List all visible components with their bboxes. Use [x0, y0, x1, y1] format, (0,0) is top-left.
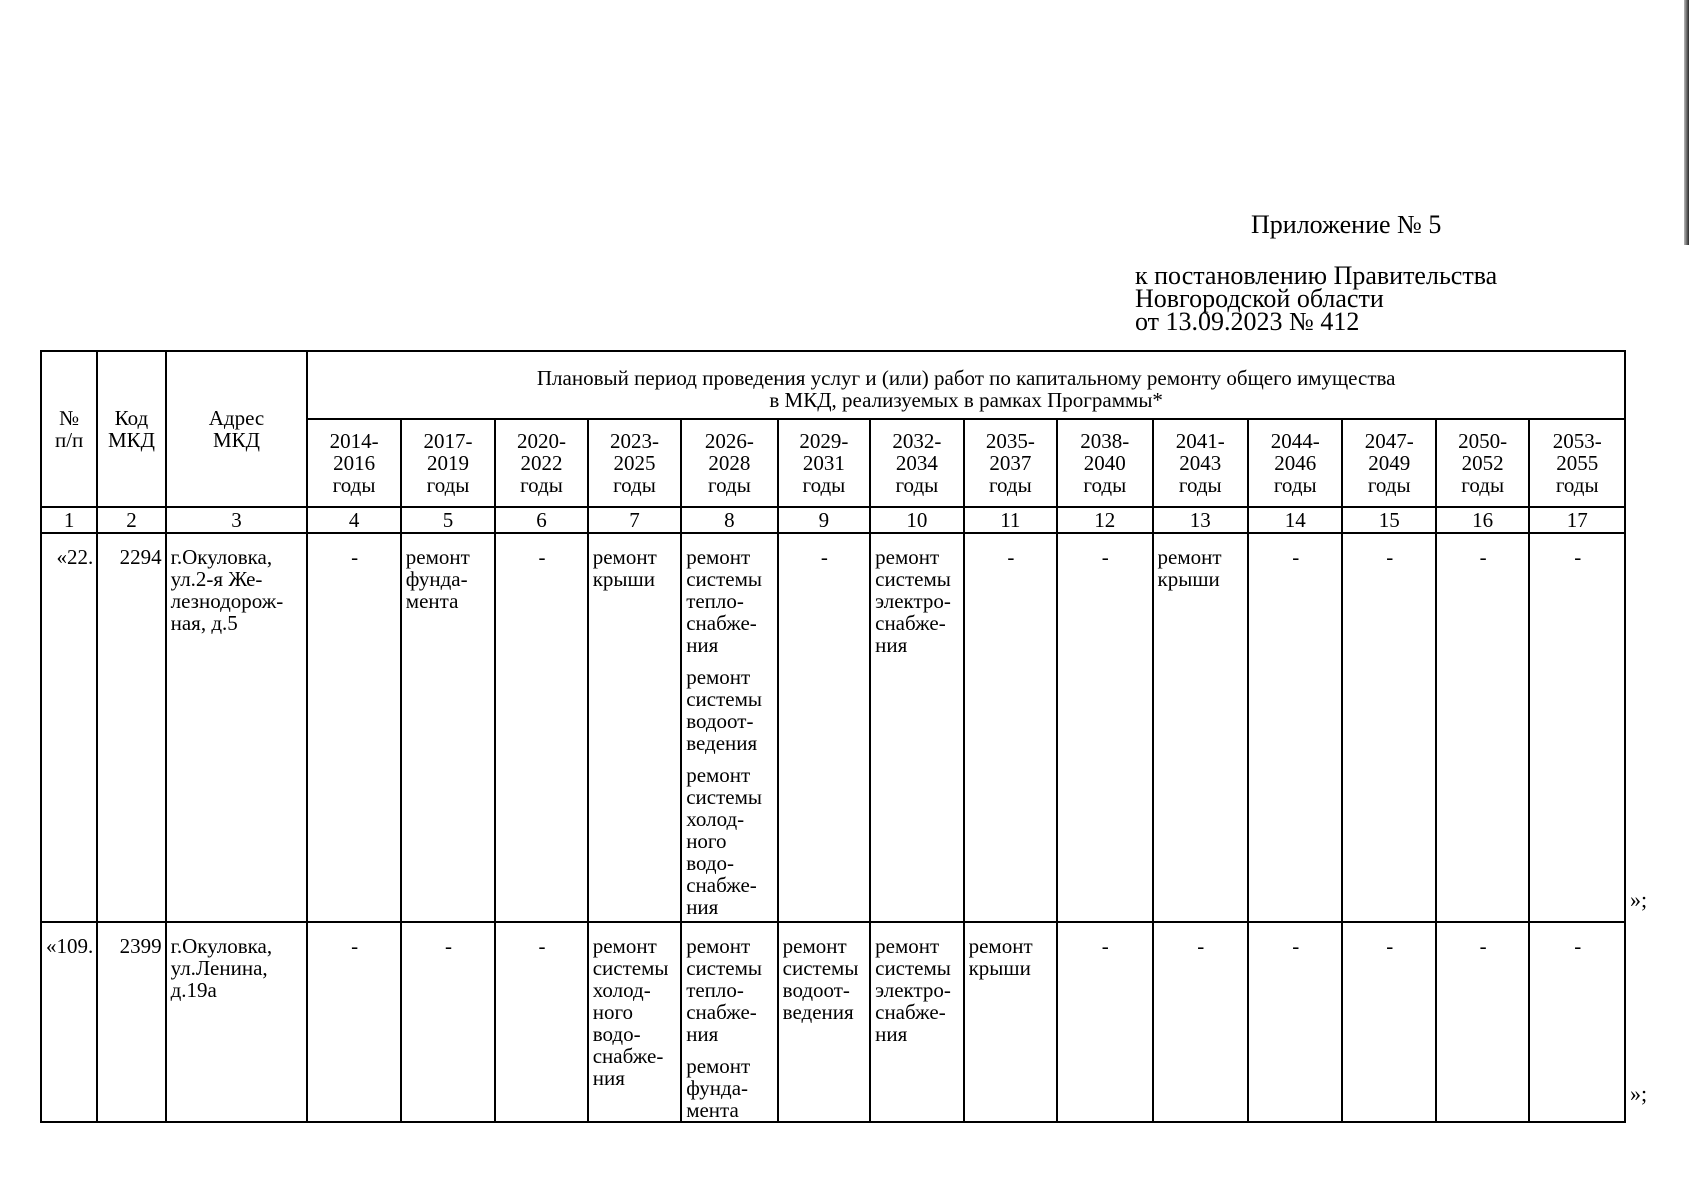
column-number-11: 11 — [964, 507, 1057, 533]
period-cell-4 — [588, 533, 681, 922]
period-header-14 — [1529, 419, 1625, 507]
period-header-3 — [495, 419, 587, 507]
period-label: 2017- 2019 годы — [423, 429, 473, 497]
period-label: 2047- 2049 годы — [1364, 429, 1414, 497]
period-header-12 — [1342, 419, 1435, 507]
column-number-13: 13 — [1153, 507, 1248, 533]
period-cell-10 — [1153, 533, 1248, 922]
period-cell-7 — [870, 922, 963, 1122]
period-label: 2032- 2034 годы — [892, 429, 942, 497]
building-code: 2294 — [97, 533, 165, 922]
column-number-12: 12 — [1057, 507, 1152, 533]
period-cell-6 — [778, 922, 870, 1122]
period-cell-14 — [1529, 533, 1625, 922]
period-header-10 — [1153, 419, 1248, 507]
period-cell-12 — [1342, 533, 1435, 922]
period-header-6 — [778, 419, 870, 507]
work-item: ремонт фунда- мента — [686, 1054, 751, 1122]
work-item: ремонт системы тепло- снабже- ния — [686, 934, 762, 1046]
period-cell-1 — [307, 922, 400, 1122]
period-cell-5 — [681, 533, 777, 922]
header-code-text: Код МКД — [107, 406, 155, 452]
column-number-1: 1 — [41, 507, 97, 533]
period-cell-14 — [1529, 922, 1625, 1122]
work-item: ремонт фунда- мента — [405, 545, 470, 613]
building-code: 2399 — [97, 922, 165, 1122]
header-no-text: № п/п — [54, 406, 84, 452]
column-number-14: 14 — [1248, 507, 1342, 533]
period-cell-9 — [1057, 533, 1152, 922]
period-label: 2041- 2043 годы — [1175, 429, 1225, 497]
work-item: ремонт крыши — [1157, 545, 1222, 591]
work-item: ремонт системы холод- ного водо- снабже- ния — [686, 763, 762, 919]
annex-line-1: к постановлению Правительства — [1135, 261, 1498, 290]
period-cell-8 — [964, 533, 1057, 922]
period-cell-11 — [1248, 533, 1342, 922]
row-number: «22. — [41, 533, 97, 922]
period-label: 2026- 2028 годы — [704, 429, 754, 497]
empty-dash: - — [1479, 934, 1487, 958]
column-number-17: 17 — [1529, 507, 1625, 533]
period-header-9 — [1057, 419, 1152, 507]
period-cell-5 — [681, 922, 777, 1122]
table-row — [41, 533, 1625, 922]
column-number-5: 5 — [401, 507, 495, 533]
work-item: ремонт системы водоот- ведения — [686, 665, 762, 755]
header-code — [97, 351, 165, 507]
column-number-2: 2 — [97, 507, 165, 533]
column-number-7: 7 — [588, 507, 681, 533]
period-cell-10 — [1153, 922, 1248, 1122]
work-item: ремонт системы водоот- ведения — [782, 934, 859, 1024]
column-number-6: 6 — [495, 507, 587, 533]
period-header-1 — [307, 419, 400, 507]
period-cell-6 — [778, 533, 870, 922]
period-cell-4 — [588, 922, 681, 1122]
period-header-13 — [1436, 419, 1529, 507]
empty-dash: - — [1292, 934, 1300, 958]
period-label: 2014- 2016 годы — [329, 429, 379, 497]
period-label: 2023- 2025 годы — [609, 429, 659, 497]
empty-dash: - — [1479, 545, 1487, 569]
empty-dash: - — [351, 545, 359, 569]
period-label: 2035- 2037 годы — [985, 429, 1035, 497]
empty-dash: - — [1197, 934, 1205, 958]
column-number-row — [41, 507, 1625, 533]
period-cell-3 — [495, 533, 587, 922]
period-cell-3 — [495, 922, 587, 1122]
column-number-8: 8 — [681, 507, 777, 533]
scan-edge-shadow — [1684, 0, 1689, 245]
period-label: 2050- 2052 годы — [1458, 429, 1508, 497]
empty-dash: - — [1386, 545, 1394, 569]
header-address — [166, 351, 308, 507]
period-cell-1 — [307, 533, 400, 922]
header-caption — [307, 351, 1625, 419]
empty-dash: - — [1574, 934, 1582, 958]
header-caption-text: Плановый период проведения услуг и (или) работ по капитальному ремонту общего имущества в МКД, реализуемых в рамках Программы* — [536, 366, 1396, 412]
empty-dash: - — [1101, 934, 1109, 958]
table-row — [41, 922, 1625, 1122]
row-closing-mark-1: »; — [1630, 887, 1648, 912]
row-number: «109. — [41, 922, 97, 1122]
period-header-8 — [964, 419, 1057, 507]
empty-dash: - — [1386, 934, 1394, 958]
period-cell-11 — [1248, 922, 1342, 1122]
period-cell-7 — [870, 533, 963, 922]
column-number-15: 15 — [1342, 507, 1435, 533]
work-item: ремонт системы холод- ного водо- снабже- ния — [592, 934, 669, 1090]
period-label: 2044- 2046 годы — [1270, 429, 1320, 497]
table-body — [41, 533, 1625, 1122]
header-no — [41, 351, 97, 507]
period-label: 2029- 2031 годы — [799, 429, 849, 497]
period-header-4 — [588, 419, 681, 507]
empty-dash: - — [351, 934, 359, 958]
repair-schedule-table — [40, 350, 1626, 1123]
period-label: 2038- 2040 годы — [1080, 429, 1130, 497]
period-label: 2020- 2022 годы — [516, 429, 566, 497]
work-item: ремонт системы электро- снабже- ния — [875, 934, 951, 1046]
empty-dash: - — [820, 545, 828, 569]
annex-title: Приложение № 5 — [1251, 210, 1442, 239]
work-item: ремонт системы тепло- снабже- ния — [686, 545, 762, 657]
period-cell-13 — [1436, 922, 1529, 1122]
column-number-10: 10 — [870, 507, 963, 533]
work-item: ремонт крыши — [968, 934, 1033, 980]
period-label: 2053- 2055 годы — [1552, 429, 1602, 497]
empty-dash: - — [445, 934, 453, 958]
building-address: г.Окуловка, ул.Ленина, д.19а — [166, 922, 308, 1122]
empty-dash: - — [538, 934, 546, 958]
annex-header — [1135, 210, 1498, 336]
period-cell-13 — [1436, 533, 1529, 922]
empty-dash: - — [1574, 545, 1582, 569]
work-item: ремонт системы электро- снабже- ния — [875, 545, 951, 657]
period-header-5 — [681, 419, 777, 507]
period-cell-9 — [1057, 922, 1152, 1122]
column-number-16: 16 — [1436, 507, 1529, 533]
period-cell-2 — [401, 533, 495, 922]
work-item: ремонт крыши — [592, 545, 657, 591]
column-number-9: 9 — [778, 507, 870, 533]
empty-dash: - — [538, 545, 546, 569]
row-closing-mark-2: »; — [1630, 1081, 1648, 1106]
annex-line-2: Новгородской области — [1135, 284, 1384, 313]
column-number-3: 3 — [166, 507, 308, 533]
annex-line-3: от 13.09.2023 № 412 — [1135, 307, 1360, 336]
period-cell-8 — [964, 922, 1057, 1122]
header-address-text: Адрес МКД — [208, 406, 265, 452]
building-address: г.Окуловка, ул.2-я Же- лезнодорож- ная, д.5 — [166, 533, 308, 922]
period-header-11 — [1248, 419, 1342, 507]
column-number-4: 4 — [307, 507, 400, 533]
period-cell-2 — [401, 922, 495, 1122]
empty-dash: - — [1292, 545, 1300, 569]
empty-dash: - — [1101, 545, 1109, 569]
period-cell-12 — [1342, 922, 1435, 1122]
period-header-7 — [870, 419, 963, 507]
period-header-2 — [401, 419, 495, 507]
empty-dash: - — [1007, 545, 1015, 569]
